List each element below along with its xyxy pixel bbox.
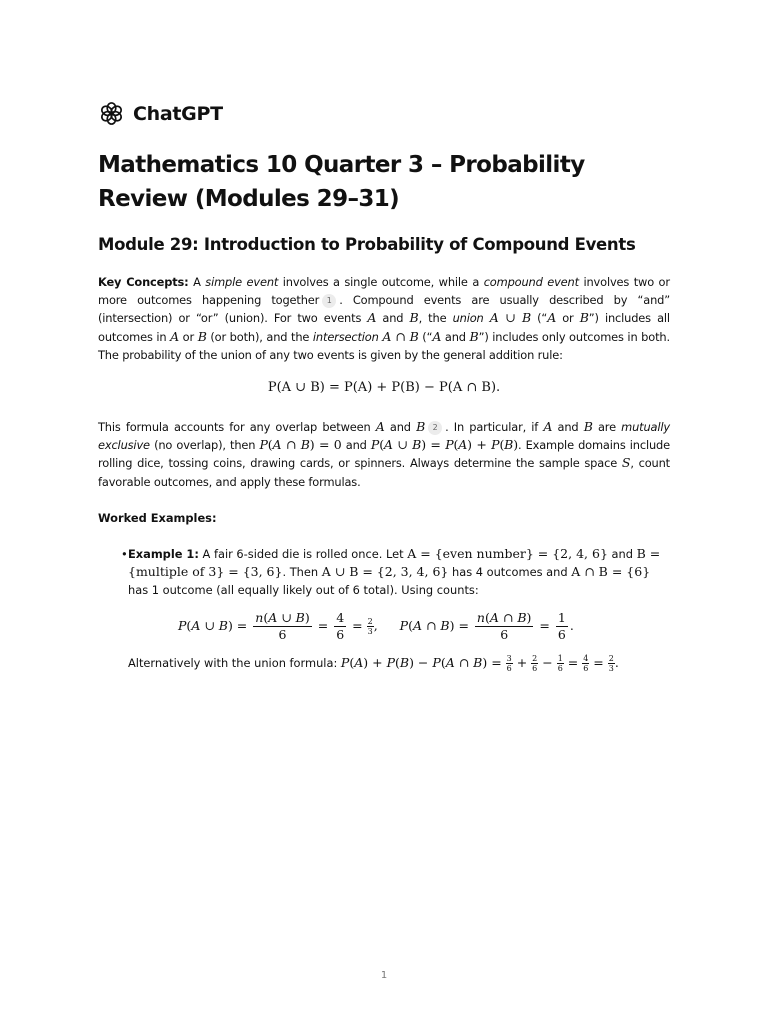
term-compound-event: compound event xyxy=(483,275,579,289)
text: are xyxy=(597,420,616,434)
fraction: $\frac{1}{6}$ xyxy=(557,610,566,642)
fraction: $\frac{2}{3}$ xyxy=(367,617,373,636)
math: = xyxy=(317,618,329,633)
text: and xyxy=(611,547,633,561)
key-concepts-label: Key Concepts: xyxy=(98,275,189,289)
math: S xyxy=(621,455,631,471)
text: . In particular, if xyxy=(445,420,539,434)
citation-badge[interactable]: 2 xyxy=(428,421,442,435)
text: Alternatively with the union formula: xyxy=(128,656,338,670)
text: has 1 outcome (all equally likely out of 6 total). Using counts: xyxy=(128,583,479,598)
text: . Example domains include rolling dice, tossing coins, drawing cards, or spinners. Always determine the sample space xyxy=(98,438,670,471)
text: This formula accounts for any overlap between xyxy=(98,420,371,434)
text: (“ xyxy=(537,311,548,326)
math-set-a: A = {even number} = {2, 4, 6} xyxy=(407,546,608,561)
brand-name: ChatGPT xyxy=(133,102,223,125)
math: P(A ∪ B) = P(A) + P(B) xyxy=(370,437,518,453)
text: (“ xyxy=(422,329,433,344)
math: , xyxy=(373,618,378,633)
math: B xyxy=(579,310,589,326)
document-title: Mathematics 10 Quarter 3 – Probability Review (Modules 29–31) xyxy=(98,152,585,212)
text: and xyxy=(345,438,367,453)
text: (or both), and the xyxy=(210,329,310,344)
term-union: union xyxy=(452,311,484,326)
text: A xyxy=(193,275,201,289)
math: A xyxy=(367,310,377,326)
math: A xyxy=(547,310,557,326)
worked-examples-heading: Worked Examples: xyxy=(98,511,217,525)
fraction: $\frac{4}{6}$ xyxy=(336,610,345,642)
openai-logo-icon xyxy=(98,100,125,127)
math: P(A ∪ B) = xyxy=(178,618,248,633)
text: A fair 6-sided die is rolled once. Let xyxy=(202,547,404,561)
text: ”) includes only outcomes in both. The probability of the union of any two events is given by the general addition rule: xyxy=(98,329,670,362)
math: . xyxy=(569,618,574,633)
math: = xyxy=(539,618,550,633)
text: and xyxy=(389,420,411,434)
term-mutually-exclusive: mutually exclusive xyxy=(98,420,671,453)
math-union-set: A ∪ B = {2, 3, 4, 6} xyxy=(321,564,449,580)
text: . Then xyxy=(282,565,319,580)
brand-header xyxy=(98,100,223,127)
term-intersection: intersection xyxy=(312,329,379,344)
text: (no overlap), then xyxy=(154,438,256,453)
text: . Compound events are usually described by “and” (intersection) or “or” (union). For two events xyxy=(98,293,670,326)
example-1 xyxy=(121,545,670,600)
text: involves two or more outcomes happening together xyxy=(98,275,670,308)
text: or xyxy=(182,329,195,344)
math: B xyxy=(469,328,479,344)
example-label: Example 1: xyxy=(128,547,199,561)
text: and xyxy=(444,329,466,344)
math-set-b: B = {multiple of 3} = {3, 6} xyxy=(128,546,661,580)
text: and xyxy=(382,311,404,326)
math-intersection-set: A ∩ B = {6} xyxy=(571,564,651,580)
math: A xyxy=(375,419,385,434)
math: A ∩ B xyxy=(382,328,419,344)
math: P(A ∩ B) = xyxy=(399,618,469,633)
text: , count favorable outcomes, and apply these formulas. xyxy=(98,456,670,489)
math: B xyxy=(583,419,593,434)
union-formula-alternative xyxy=(128,654,670,673)
text: ”) includes all outcomes in xyxy=(98,311,670,344)
math: P(A ∩ B) = 0 xyxy=(259,437,342,453)
formula-explanation-paragraph xyxy=(98,418,670,491)
page-number: 1 xyxy=(380,970,388,981)
math: B xyxy=(409,310,419,326)
fraction: $\frac{n(A \cap B)}{6}$ xyxy=(476,610,532,642)
text: involves a single outcome, while a xyxy=(282,275,480,289)
math: B xyxy=(197,328,207,344)
addition-rule-formula: P(A ∪ B) = P(A) + P(B) − P(A ∩ B). xyxy=(267,380,501,395)
bullet: • xyxy=(121,547,128,561)
math: = xyxy=(352,618,363,633)
math: A xyxy=(170,328,180,344)
text: , the xyxy=(418,311,447,326)
text: and xyxy=(557,420,579,434)
text: or xyxy=(562,311,574,326)
math: A xyxy=(432,328,442,344)
citation-badge[interactable]: 1 xyxy=(322,294,336,308)
module-heading: Module 29: Introduction to Probability of Compound Events xyxy=(98,235,636,254)
math: A ∪ B xyxy=(489,310,531,326)
math: A xyxy=(543,419,553,434)
math: P(A) + P(B) − P(A ∩ B) = $\frac{3}{6}$ + $\frac{2}{6}$ − $\frac{1}{6}$ = $\frac{4}{6}$ = $\frac{2}{3}$ . xyxy=(340,654,619,673)
fraction: $\frac{n(A \cup B)}{6}$ xyxy=(255,610,310,642)
math: B xyxy=(416,419,426,434)
count-formulas xyxy=(178,610,618,650)
term-simple-event: simple event xyxy=(205,275,279,289)
key-concepts-paragraph xyxy=(98,273,670,364)
text: has 4 outcomes and xyxy=(452,565,568,580)
